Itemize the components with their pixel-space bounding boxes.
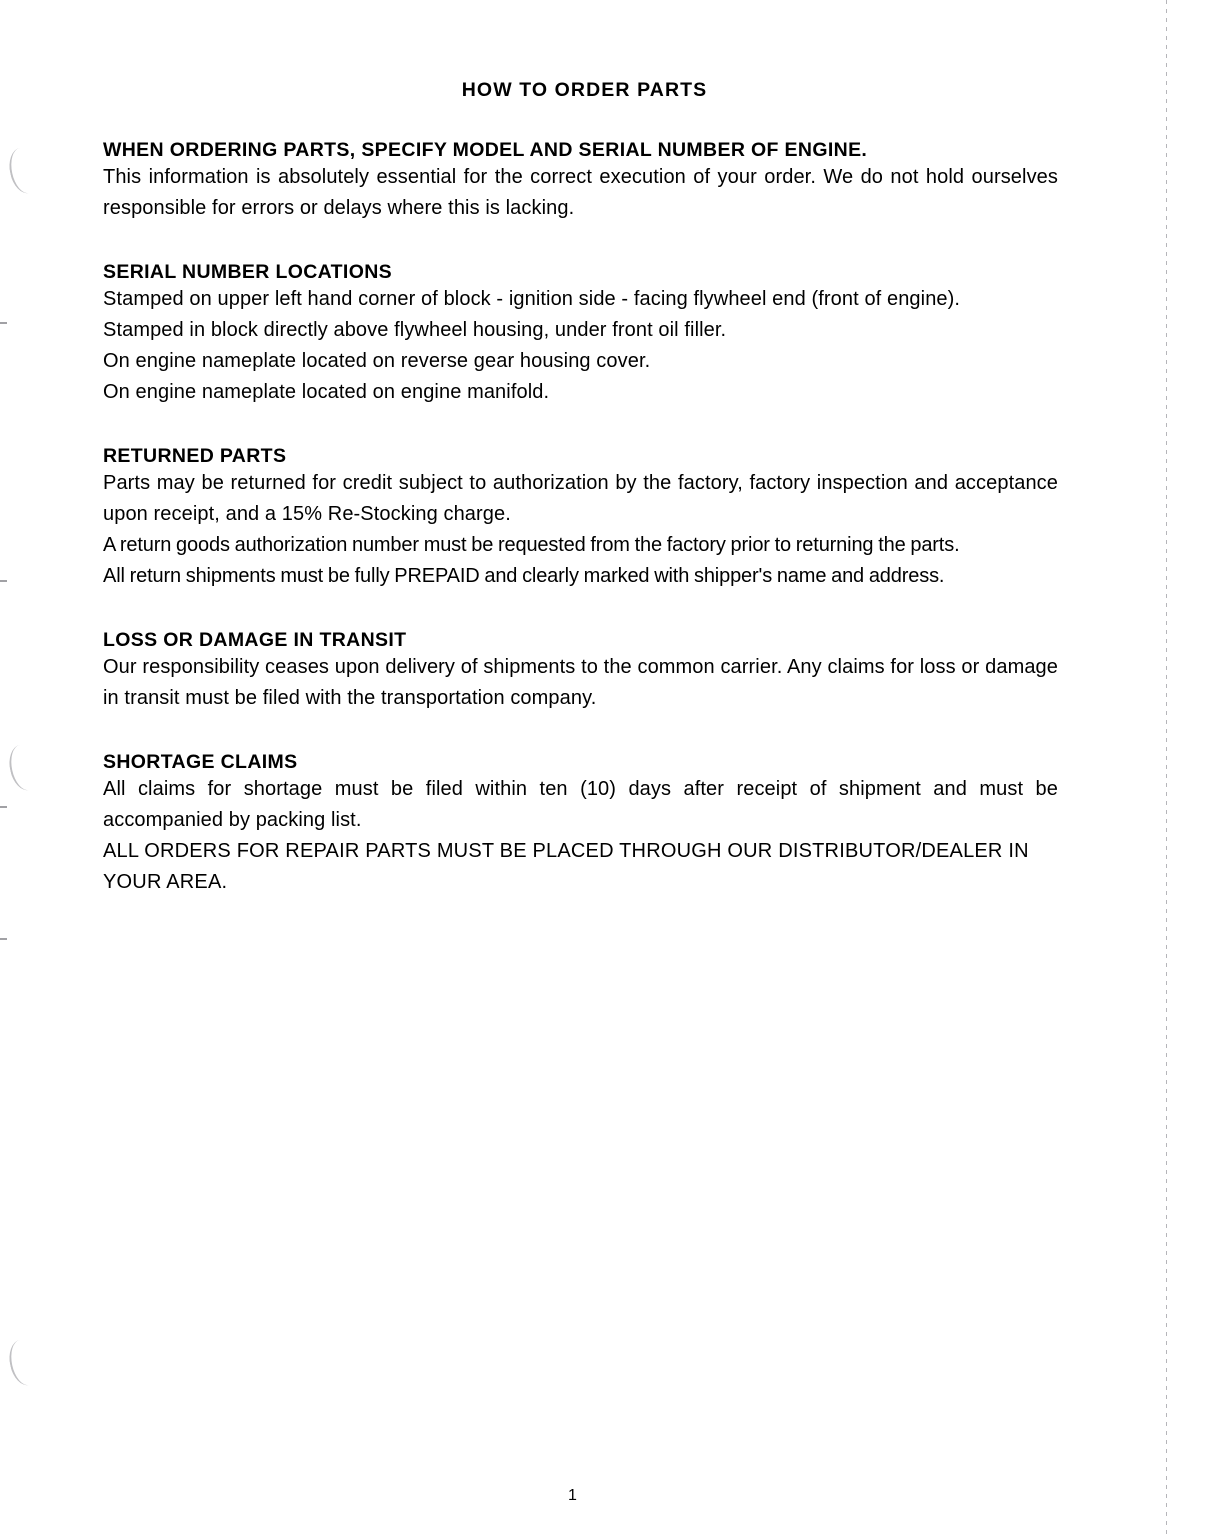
page-number: 1 <box>568 1487 577 1504</box>
section-heading-ordering-parts: WHEN ORDERING PARTS, SPECIFY MODEL AND SERIAL NUMBER OF ENGINE. <box>103 139 868 161</box>
serial-location-item: Stamped on upper left hand corner of block - ignition side - facing flywheel end (front of engine). <box>103 288 961 310</box>
section-heading-shortage-claims: SHORTAGE CLAIMS <box>103 751 298 773</box>
serial-location-item: On engine nameplate located on reverse gear housing cover. <box>103 350 651 372</box>
margin-tick-mark <box>0 806 7 808</box>
margin-pencil-mark <box>5 1338 38 1388</box>
document-body <box>103 0 1058 898</box>
section-heading-serial-number-locations: SERIAL NUMBER LOCATIONS <box>103 261 393 283</box>
section-heading-loss-or-damage-in-transit: LOSS OR DAMAGE IN TRANSIT <box>103 629 407 651</box>
margin-tick-mark <box>0 580 7 582</box>
section-heading-returned-parts: RETURNED PARTS <box>103 445 287 467</box>
margin-tick-mark <box>0 322 7 324</box>
returned-parts-paragraph: A return goods authorization number must be requested from the factory prior to returning the parts. <box>103 534 960 556</box>
returned-parts-paragraph: All return shipments must be fully PREPAID and clearly marked with shipper's name and address. <box>103 565 945 587</box>
margin-pencil-mark <box>5 146 38 196</box>
returned-parts-paragraph: Parts may be returned for credit subject to authorization by the factory, factory inspection and acceptance upon receipt, and a 15% Re-Stocking charge. <box>103 472 1058 525</box>
scan-edge-artifact <box>1166 0 1167 1538</box>
section-paragraph-ordering-parts: This information is absolutely essential for the correct execution of your order. We do not hold ourselves responsible for errors or delays where this is lacking. <box>103 166 1058 219</box>
margin-tick-mark <box>0 938 7 940</box>
closing-notice: ALL ORDERS FOR REPAIR PARTS MUST BE PLACED THROUGH OUR DISTRIBUTOR/DEALER IN YOUR AREA. <box>103 840 1029 893</box>
page-title: HOW TO ORDER PARTS <box>461 79 708 101</box>
serial-location-item: On engine nameplate located on engine manifold. <box>103 381 550 403</box>
loss-damage-paragraph: Our responsibility ceases upon delivery of shipments to the common carrier. Any claims for loss or damage in transit must be filed with the transportation company. <box>103 656 1058 709</box>
shortage-claims-paragraph: All claims for shortage must be filed within ten (10) days after receipt of shipment and must be accompanied by packing list. <box>103 778 1058 831</box>
serial-location-item: Stamped in block directly above flywheel housing, under front oil filler. <box>103 319 727 341</box>
margin-pencil-mark <box>5 743 38 793</box>
